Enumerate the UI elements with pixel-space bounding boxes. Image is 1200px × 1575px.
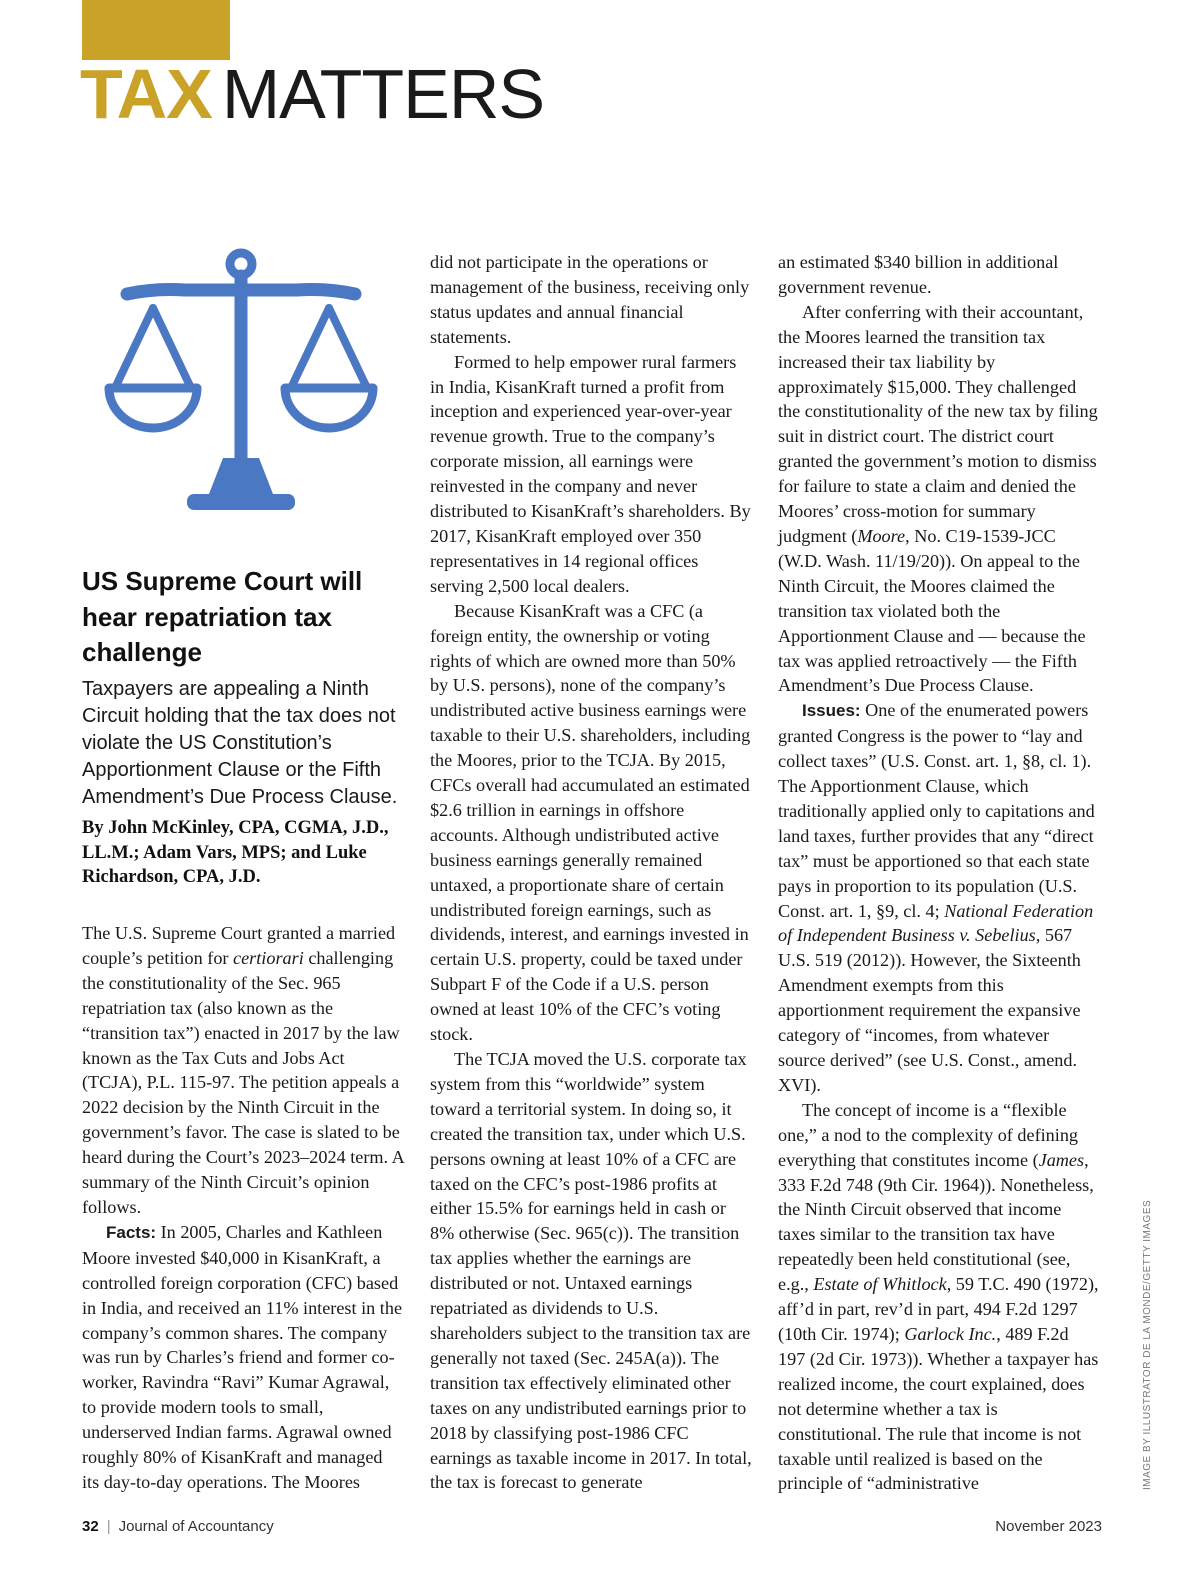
footer-separator: | — [106, 1518, 111, 1535]
column-3-body — [778, 250, 1100, 1496]
italic-certiorari: certiorari — [233, 947, 304, 968]
article-deck: Taxpayers are appealing a Ninth Circuit holding that the tax does not violate the US Constitution’s Apportionment Clause or the Fifth Amendment’s Due Process Clause. — [82, 678, 398, 808]
paragraph: did not participate in the operations or management of the business, receiving only status updates and annual financial statements. — [430, 252, 750, 347]
section-masthead — [80, 54, 544, 134]
image-credit: IMAGE BY ILLUSTRATOR DE LA MONDE/GETTY IMAGES — [1142, 1199, 1153, 1490]
footer-left — [82, 1518, 274, 1535]
column-1-body — [82, 921, 404, 1495]
paragraph: an estimated $340 billion in additional government revenue. — [778, 252, 1059, 297]
paragraph: The TCJA moved the U.S. corporate tax system from this “worldwide” system toward a territorial system. In doing so, it created the transition tax, under which U.S. persons owning at least 10% of a CFC are taxed on the CFC’s post-1986 profits at either 15.5% for earnings held in cash or 8% otherwise (Sec. 965(c)). The transition tax applies whether the earnings are distributed or not. Untaxed earnings repatriated as dividends to U.S. shareholders subject to the transition tax are generally not taxed (Sec. 245A(a)). The transition tax effectively eliminated other taxes on any undistributed earnings prior to 2018 by classifying post-1986 CFC earnings as taxable income in 2017. In total, the tax is forecast to generate — [430, 1049, 752, 1493]
publication-name: Journal of Accountancy — [118, 1518, 274, 1535]
issue-date: November 2023 — [995, 1518, 1102, 1535]
case-citation: Moore — [857, 525, 906, 546]
facts-label: Facts: — [106, 1222, 157, 1242]
masthead-accent-bar — [82, 0, 230, 60]
case-citation: National Federation of Independent Business v. Sebelius — [778, 900, 1094, 946]
page-number: 32 — [82, 1518, 99, 1535]
paragraph: After conferring with their accountant, the Moores learned the transition tax increased their tax liability by approximately $15,000. They challenged the constitutionality of the new tax by filing suit in district court. The district court granted the government’s motion to dismiss for failure to state a claim and denied the Moores’ cross-motion for summary judgment (Moore, No. C19-1539-JCC (W.D. Wash. 11/19/20)). On appeal to the Ninth Circuit, the Moores claimed the transition tax violated both the Apportionment Clause and — because the tax was applied retroactively — the Fifth Amendment’s Due Process Clause. — [778, 301, 1098, 696]
article-headline: US Supreme Court will hear repatriation tax challenge — [82, 566, 363, 667]
case-citation: Garlock Inc. — [904, 1323, 997, 1344]
paragraph: Because KisanKraft was a CFC (a foreign entity, the ownership or voting rights of which are owned more than 50% by U.S. persons), none of the company’s undistributed active business earnings were taxable to their U.S. shareholders, including the Moores, prior to the TCJA. By 2015, CFCs overall had accumulated an estimated $2.6 trillion in earnings in offshore accounts. Although undistributed active business earnings generally remained untaxed, a proportionate share of certain undistributed foreign earnings, such as dividends, interest, and earnings invested in certain U.S. property, could be taxed under Subpart F of the Code if a U.S. person owned at least 10% of the CFC’s voting stock. — [430, 600, 751, 1045]
article-byline: By John McKinley, CPA, CGMA, J.D., LL.M.; Adam Vars, MPS; and Luke Richardson, CPA, J.D. — [82, 818, 389, 887]
scales-of-justice-icon — [95, 248, 395, 538]
case-citation: Estate of Whitlock — [813, 1274, 947, 1295]
paragraph-intro: The U.S. Supreme Court granted a married couple’s petition for certiorari challenging the constitutionality of the Sec. 965 repatriation tax (also known as the “transition tax”) enacted in 2017 by the law known as the Tax Cuts and Jobs Act (TCJA), P.L. 115-97. The petition appeals a 2022 decision by the Ninth Circuit in the government’s favor. The case is slated to be heard during the Court’s 2023–2024 term. A summary of the Ninth Circuit’s opinion follows. — [82, 923, 404, 1217]
issues-label: Issues: — [802, 701, 861, 721]
masthead-tax: TAX — [80, 55, 212, 133]
paragraph-issues: Issues: One of the enumerated powers granted Congress is the power to “lay and collect taxes” (U.S. Const. art. 1, §8, cl. 1). The Apportionment Clause, which traditionally applied only to capitations and land taxes, further provides that any “direct tax” must be apportioned so that each state pays in proportion to its population (U.S. Const. art. 1, §9, cl. 4; National Federation of Independent Business v. Sebelius, 567 U.S. 519 (2012)). However, the Sixteenth Amendment exempts from this apportionment requirement the expansive category of “incomes, from whatever source derived” (see U.S. Const., amend. XVI). — [778, 700, 1095, 1095]
paragraph-facts: Facts: In 2005, Charles and Kathleen Moore invested $40,000 in KisanKraft, a controlled foreign corporation (CFC) based in India, and received an 11% interest in the company’s common shares. The company was run by Charles’s friend and former co-worker, Ravindra “Ravi” Kumar Agrawal, to provide modern tools to small, underserved Indian farms. Agrawal owned roughly 80% of KisanKraft and managed its day-to-day operations. The Moores — [82, 1221, 403, 1492]
paragraph: Formed to help empower rural farmers in India, KisanKraft turned a profit from inception and experienced year-over-year revenue growth. True to the company’s corporate mission, all earnings were reinvested in the company and never distributed to KisanKraft’s shareholders. By 2017, KisanKraft employed over 350 representatives in 14 regional offices serving 2,500 local dealers. — [430, 351, 751, 596]
column-2-body — [430, 250, 752, 1495]
paragraph: The concept of income is a “flexible one,” a nod to the complexity of defining everything that constitutes income (James, 333 F.2d 748 (9th Cir. 1964)). Nonetheless, the Ninth Circuit observed that income taxes similar to the transition tax have repeatedly been held constitutional (see, e.g., Estate of Whitlock, 59 T.C. 490 (1972), aff’d in part, rev’d in part, 494 F.2d 1297 (10th Cir. 1974); Garlock Inc., 489 F.2d 197 (2d Cir. 1973)). Whether a taxpayer has realized income, the court explained, does not determine whether a tax is constitutional. The rule that income is not taxable until realized is based on the principle of “administrative — [778, 1099, 1099, 1494]
masthead-matters: MATTERS — [221, 55, 545, 133]
case-citation: James — [1038, 1149, 1085, 1170]
